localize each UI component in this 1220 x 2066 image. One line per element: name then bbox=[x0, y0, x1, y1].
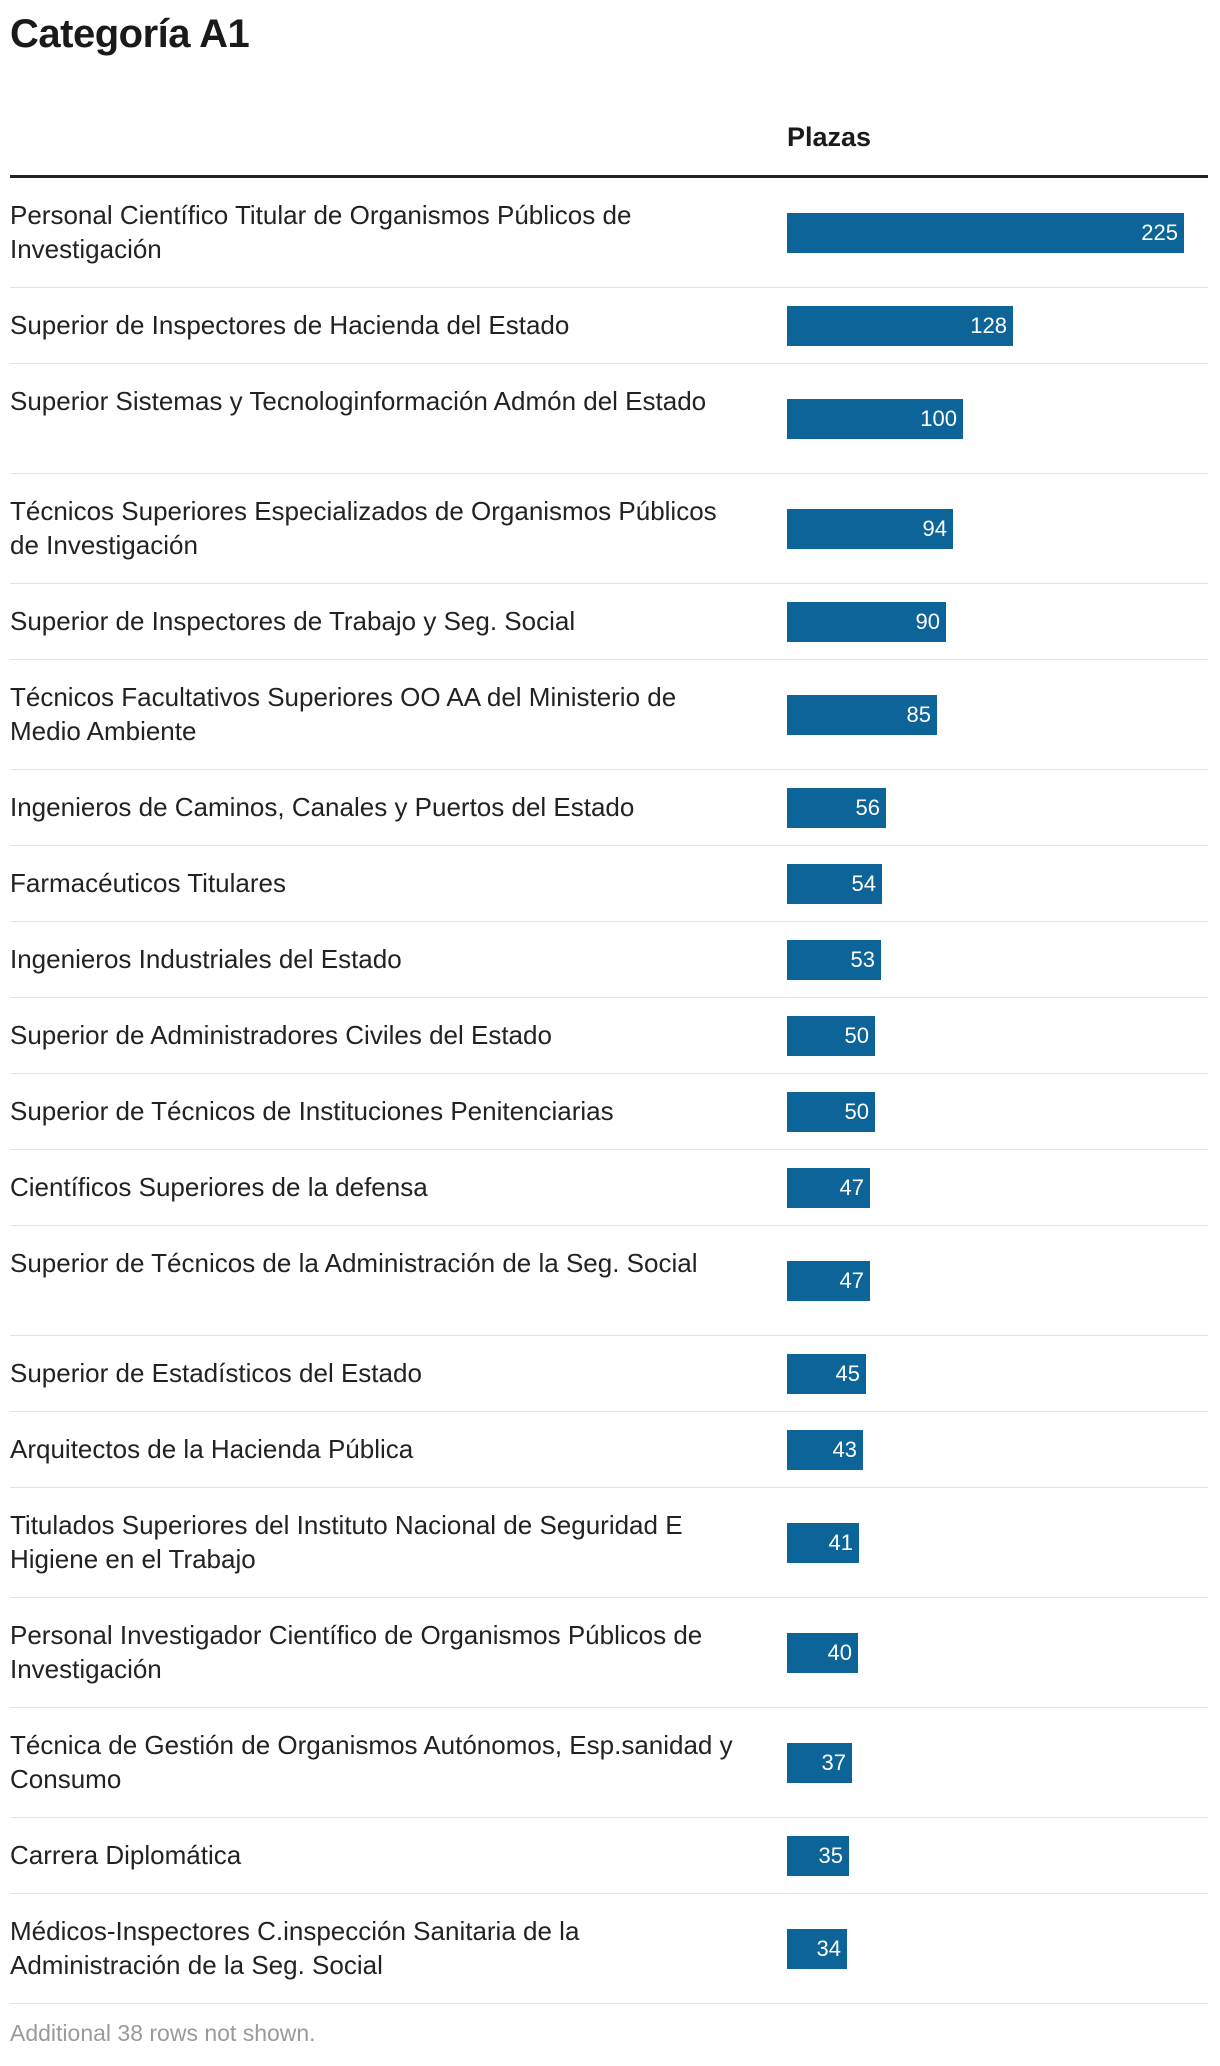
bar bbox=[787, 509, 953, 549]
row-label: Superior de Estadísticos del Estado bbox=[10, 1358, 422, 1388]
row-label: Técnicos Facultativos Superiores OO AA del Ministerio de Medio Ambiente bbox=[10, 682, 677, 746]
bar-value-label: 56 bbox=[855, 795, 880, 820]
table-row bbox=[10, 178, 1208, 288]
bar-value-label: 35 bbox=[818, 1843, 843, 1868]
table-row bbox=[10, 1150, 1208, 1226]
bar-value-label: 34 bbox=[816, 1936, 841, 1961]
row-label: Ingenieros de Caminos, Canales y Puertos del Estado bbox=[10, 792, 635, 822]
bar bbox=[787, 602, 946, 642]
bar bbox=[787, 940, 881, 980]
row-label: Superior de Administradores Civiles del Estado bbox=[10, 1020, 552, 1050]
row-label: Superior Sistemas y Tecnologinformación Admón del Estado bbox=[10, 386, 707, 416]
bar bbox=[787, 306, 1013, 346]
bar bbox=[787, 1929, 847, 1969]
bar-value-label: 54 bbox=[851, 871, 876, 896]
bar-value-label: 94 bbox=[922, 516, 947, 541]
bar bbox=[787, 1168, 870, 1208]
bar-value-label: 47 bbox=[839, 1175, 864, 1200]
table-row bbox=[10, 584, 1208, 660]
row-label: Científicos Superiores de la defensa bbox=[10, 1172, 428, 1202]
bar-value-label: 90 bbox=[915, 609, 940, 634]
row-label: Superior de Inspectores de Hacienda del Estado bbox=[10, 310, 570, 340]
row-label: Médicos-Inspectores C.inspección Sanitaria de la Administración de la Seg. Social bbox=[10, 1916, 580, 1980]
row-label: Personal Científico Titular de Organismos Públicos de Investigación bbox=[10, 200, 632, 264]
bar-value-label: 85 bbox=[906, 702, 931, 727]
bar-value-label: 100 bbox=[920, 406, 957, 431]
row-label: Titulados Superiores del Instituto Nacional de Seguridad E Higiene en el Trabajo bbox=[10, 1510, 683, 1574]
bar bbox=[787, 213, 1184, 253]
bar bbox=[787, 864, 882, 904]
row-label: Superior de Técnicos de la Administración de la Seg. Social bbox=[10, 1248, 698, 1278]
table-row bbox=[10, 288, 1208, 364]
row-label: Farmacéuticos Titulares bbox=[10, 868, 286, 898]
bar bbox=[787, 1261, 870, 1301]
bar-value-label: 40 bbox=[827, 1640, 852, 1665]
table-row bbox=[10, 474, 1208, 584]
row-label: Ingenieros Industriales del Estado bbox=[10, 944, 402, 974]
bar bbox=[787, 1836, 849, 1876]
table-row bbox=[10, 998, 1208, 1074]
row-label: Arquitectos de la Hacienda Pública bbox=[10, 1434, 414, 1464]
row-label: Personal Investigador Científico de Organismos Públicos de Investigación bbox=[10, 1620, 703, 1684]
bar bbox=[787, 1016, 875, 1056]
table-row bbox=[10, 1226, 1208, 1336]
row-label: Técnicos Superiores Especializados de Organismos Públicos de Investigación bbox=[10, 496, 717, 560]
row-label: Técnica de Gestión de Organismos Autónomos, Esp.sanidad y Consumo bbox=[10, 1730, 733, 1794]
bar-value-label: 128 bbox=[970, 313, 1007, 338]
row-label: Superior de Inspectores de Trabajo y Seg. Social bbox=[10, 606, 576, 636]
table-row bbox=[10, 1336, 1208, 1412]
table-row bbox=[10, 1412, 1208, 1488]
bar bbox=[787, 1430, 863, 1470]
bar-value-label: 43 bbox=[832, 1437, 857, 1462]
table-row bbox=[10, 922, 1208, 998]
bar bbox=[787, 1092, 875, 1132]
bar-value-label: 41 bbox=[828, 1530, 853, 1555]
table-row bbox=[10, 1818, 1208, 1894]
bar-value-label: 50 bbox=[844, 1099, 869, 1124]
table-row bbox=[10, 1708, 1208, 1818]
bar bbox=[787, 399, 963, 439]
bar bbox=[787, 1523, 859, 1563]
row-label: Carrera Diplomática bbox=[10, 1840, 242, 1870]
bar-value-label: 50 bbox=[844, 1023, 869, 1048]
row-label: Superior de Técnicos de Instituciones Penitenciarias bbox=[10, 1096, 614, 1126]
bar bbox=[787, 1743, 852, 1783]
table-row bbox=[10, 1894, 1208, 2004]
table-row bbox=[10, 846, 1208, 922]
bar-value-label: 53 bbox=[850, 947, 875, 972]
table-row bbox=[10, 1488, 1208, 1598]
table-row bbox=[10, 1074, 1208, 1150]
footnote: Additional 38 rows not shown. bbox=[10, 2020, 316, 2046]
bar bbox=[787, 788, 886, 828]
table-row bbox=[10, 770, 1208, 846]
bar-value-label: 225 bbox=[1141, 220, 1178, 245]
bar bbox=[787, 1354, 866, 1394]
bar-value-label: 37 bbox=[821, 1750, 846, 1775]
bar-value-label: 47 bbox=[839, 1268, 864, 1293]
chart-title: Categoría A1 bbox=[10, 12, 250, 56]
column-header-plazas: Plazas bbox=[787, 122, 872, 152]
bar-value-label: 45 bbox=[835, 1361, 860, 1386]
table-row bbox=[10, 660, 1208, 770]
bar bbox=[787, 1633, 858, 1673]
table-row bbox=[10, 1598, 1208, 1708]
bar bbox=[787, 695, 937, 735]
table-row bbox=[10, 364, 1208, 474]
